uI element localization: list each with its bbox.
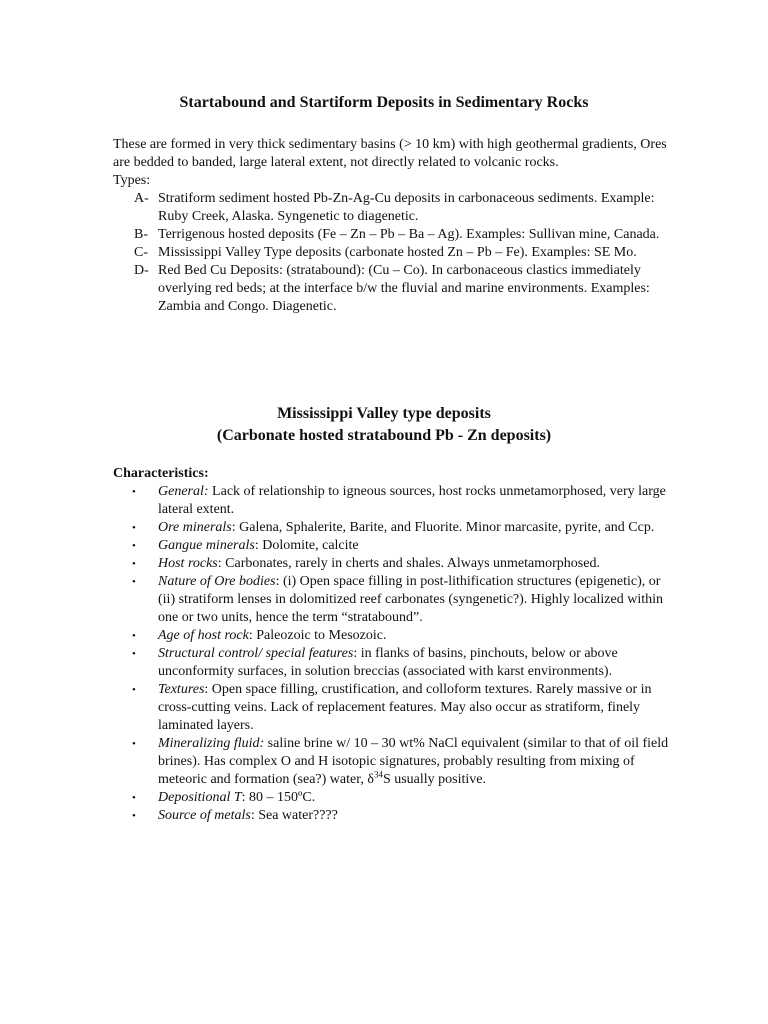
list-item	[113, 262, 673, 316]
bullet-icon: •	[132, 792, 136, 804]
item-term: Age of host rock	[158, 628, 249, 643]
types-list	[113, 190, 673, 316]
section1-body	[113, 136, 673, 316]
list-item	[113, 190, 673, 226]
list-marker: C-	[134, 245, 148, 260]
item-term: Depositional T	[158, 790, 242, 805]
list-item	[113, 226, 673, 244]
list-item-text: Terrigenous hosted deposits (Fe – Zn – Pb – Ba – Ag). Examples: Sullivan mine, Canada.	[158, 227, 660, 242]
item-term: Textures	[158, 682, 205, 697]
characteristics-heading: Characteristics:	[113, 466, 209, 481]
bullet-icon: •	[132, 648, 136, 660]
list-item	[113, 244, 673, 262]
list-item	[113, 537, 673, 555]
bullet-icon: •	[132, 486, 136, 498]
item-text: : (i) Open space filling in post-lithification structures (epigenetic), or (ii) stratiform lenses in dolomitized reef carbonates (syngenetic?). Highly localized within one or two units, hence the term “stratabound”.	[158, 574, 663, 625]
item-text: : Paleozoic to Mesozoic.	[248, 628, 387, 643]
item-term: Structural control/ special features	[158, 646, 354, 661]
bullet-icon: •	[132, 522, 136, 534]
types-label: Types:	[113, 173, 151, 188]
list-item	[113, 555, 673, 573]
bullet-icon: •	[132, 558, 136, 570]
item-text: : Carbonates, rarely in cherts and shales. Always unmetamorphosed.	[217, 556, 600, 571]
list-item	[113, 735, 673, 789]
bullet-icon: •	[132, 684, 136, 696]
item-term: Nature of Ore bodies	[158, 574, 276, 589]
item-text: : Dolomite, calcite	[254, 538, 359, 553]
list-item	[113, 789, 673, 807]
item-text: : 80 – 150ºC.	[241, 790, 316, 805]
item-text: : Galena, Sphalerite, Barite, and Fluorite. Minor marcasite, pyrite, and Ccp.	[231, 520, 655, 535]
bullet-icon: •	[132, 810, 136, 822]
bullet-icon: •	[132, 540, 136, 552]
item-text: Lack of relationship to igneous sources, host rocks unmetamorphosed, very large lateral extent.	[158, 484, 666, 517]
list-item	[113, 645, 673, 681]
item-term: General:	[158, 484, 209, 499]
bullet-icon: •	[132, 576, 136, 588]
item-term: Host rocks	[158, 556, 218, 571]
list-item	[113, 573, 673, 627]
item-text: : Open space filling, crustification, and colloform textures. Rarely massive or in cross-cutting veins. Lack of replacement features. May also occur as stratiform, finely laminated layers.	[158, 682, 652, 733]
item-text: : Sea water????	[250, 808, 338, 823]
item-text: : in flanks of basins, pinchouts, below or above unconformity surfaces, in solution breccias (associated with karst environments).	[158, 646, 618, 679]
characteristics-list	[113, 483, 673, 825]
section2-title-line1: Mississippi Valley type deposits	[277, 405, 491, 422]
list-marker: B-	[134, 227, 148, 242]
characteristics-section	[113, 465, 673, 825]
item-term: Gangue minerals	[158, 538, 255, 553]
superscript-34: 34	[373, 769, 383, 780]
bullet-icon: •	[132, 630, 136, 642]
intro-paragraph: These are formed in very thick sedimentary basins (> 10 km) with high geothermal gradients, Ores are bedded to banded, large lateral extent, not directly related to volcanic rocks.	[113, 137, 667, 170]
list-item	[113, 627, 673, 645]
section2-title	[0, 403, 768, 447]
item-term: Source of metals	[158, 808, 251, 823]
item-text: saline brine w/ 10 – 30 wt% NaCl equivalent (similar to that of oil field brines). Has complex O and H isotopic signatures, probably resulting from mixing of meteoric and formation (sea?) water, δ	[158, 736, 669, 787]
item-term: Mineralizing fluid:	[158, 736, 265, 751]
list-marker: D-	[134, 263, 149, 278]
item-text-tail: S usually positive.	[382, 772, 486, 787]
list-item	[113, 681, 673, 735]
list-item-text: Mississippi Valley Type deposits (carbonate hosted Zn – Pb – Fe). Examples: SE Mo.	[158, 245, 637, 260]
section2-title-line2: (Carbonate hosted stratabound Pb - Zn deposits)	[216, 427, 552, 444]
list-item	[113, 807, 673, 825]
list-item-text: Red Bed Cu Deposits: (stratabound): (Cu – Co). In carbonaceous clastics immediately overlying red beds; at the interface b/w the fluvial and marine environments. Examples: Zambia and Congo. Diagenetic.	[158, 263, 650, 314]
list-marker: A-	[134, 191, 149, 206]
list-item	[113, 519, 673, 537]
list-item	[113, 483, 673, 519]
section1-title: Startabound and Startiform Deposits in Sedimentary Rocks	[179, 94, 589, 111]
bullet-icon: •	[132, 738, 136, 750]
item-term: Ore minerals	[158, 520, 232, 535]
list-item-text: Stratiform sediment hosted Pb-Zn-Ag-Cu deposits in carbonaceous sediments. Example: Ruby Creek, Alaska. Syngenetic to diagenetic.	[158, 191, 655, 224]
